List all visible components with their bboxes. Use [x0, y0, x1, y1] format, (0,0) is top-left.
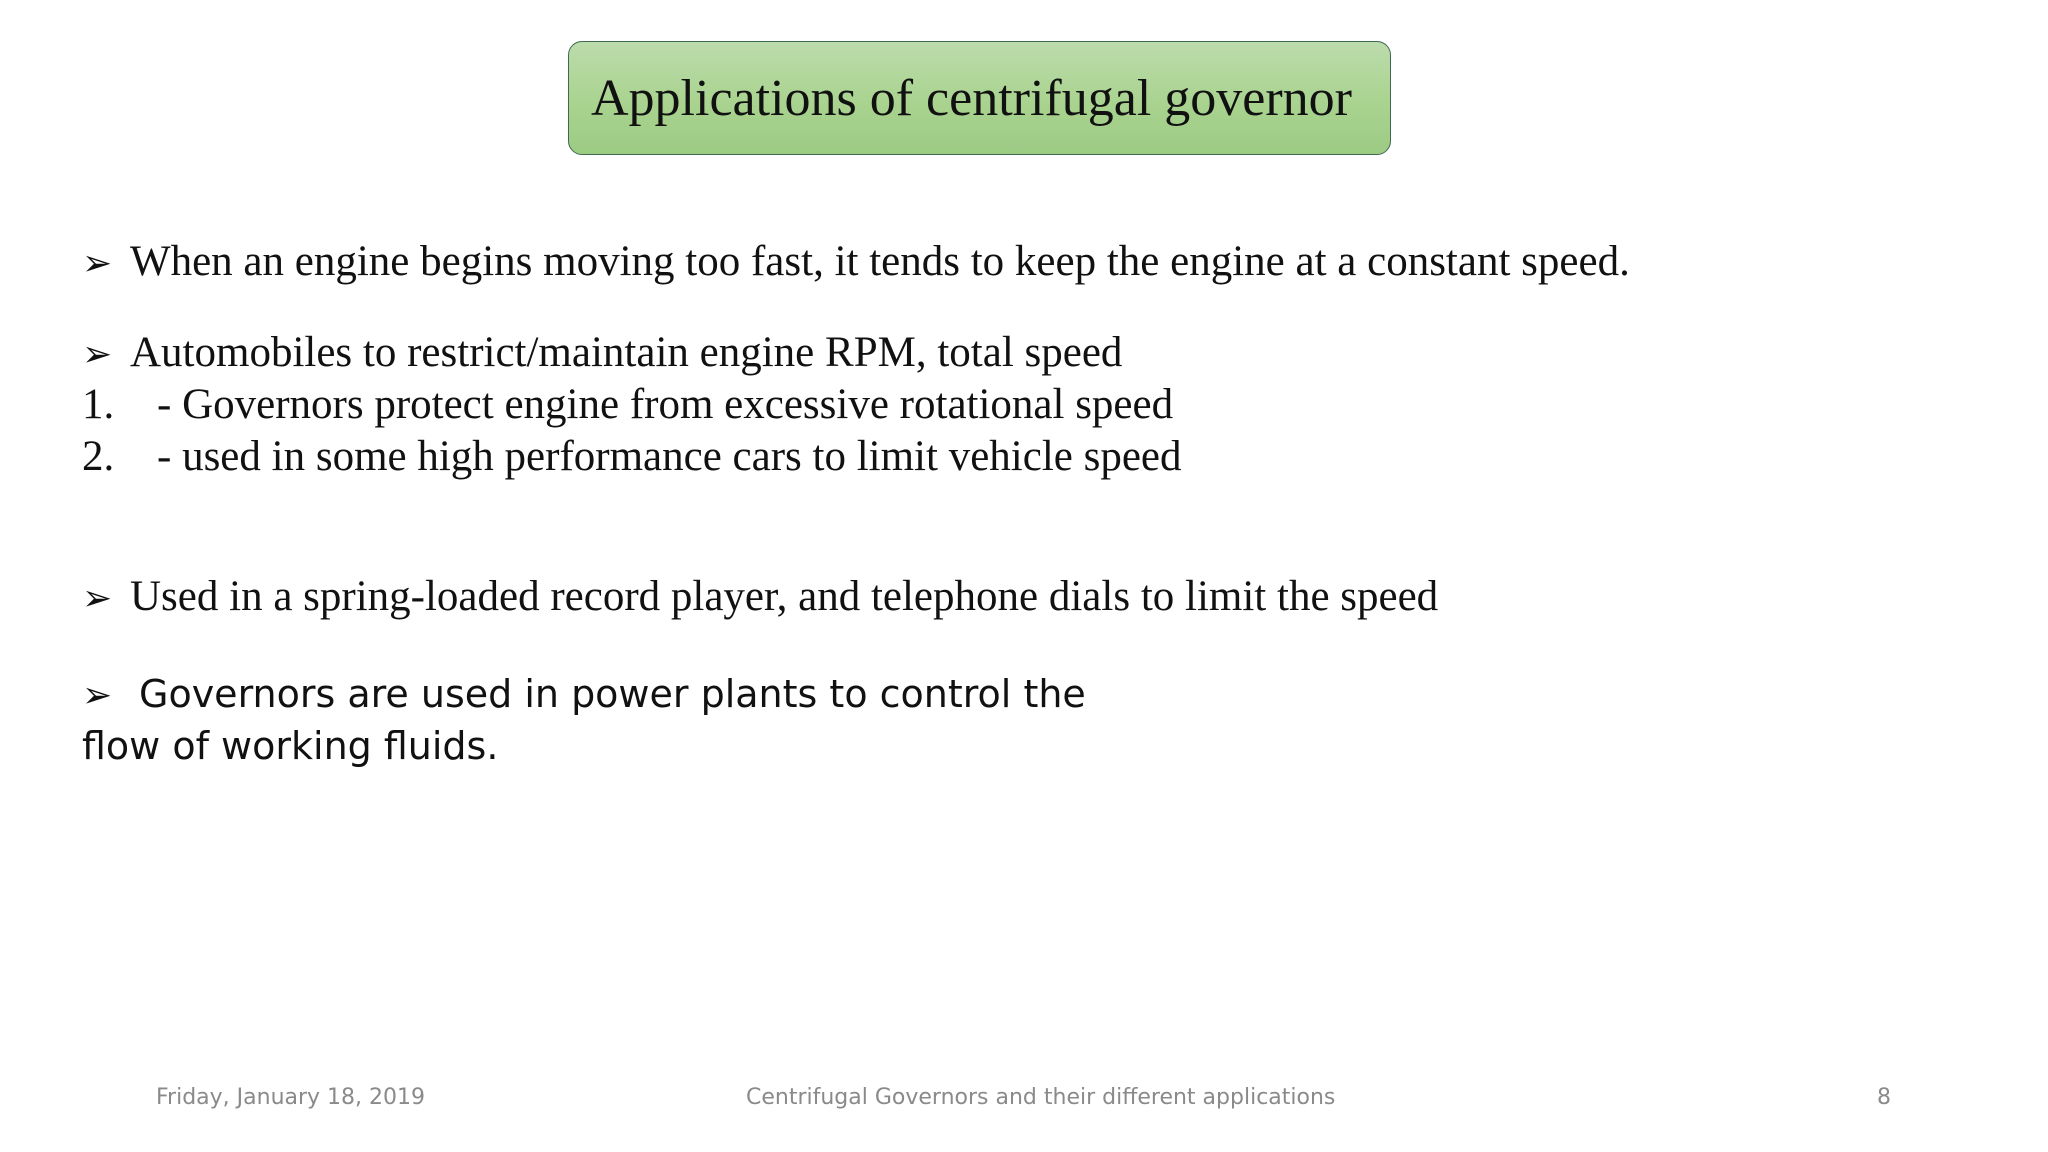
bullet-text-line-2: flow of working fluids.	[82, 724, 499, 768]
bullet-item-4	[82, 668, 1086, 722]
footer-page-number: 8	[1877, 1085, 1891, 1110]
arrow-bullet-icon: ➢	[82, 578, 113, 619]
bullet-text-line-1: Governors are used in power plants to control the	[139, 672, 1086, 716]
footer-title: Centrifugal Governors and their different applications	[746, 1085, 1336, 1110]
bullet-text: When an engine begins moving too fast, it tends to keep the engine at a constant speed.	[130, 238, 1630, 285]
slide-title: Applications of centrifugal governor	[591, 69, 1352, 127]
footer-date: Friday, January 18, 2019	[156, 1085, 426, 1110]
numbered-item-2	[82, 431, 1182, 483]
bullet-item-1	[82, 236, 1630, 290]
arrow-bullet-icon: ➢	[82, 243, 113, 284]
bullet-item-2	[82, 327, 1122, 381]
list-number: 1.	[82, 381, 115, 428]
numbered-text: - Governors protect engine from excessive rotational speed	[157, 381, 1174, 428]
bullet-item-3	[82, 571, 1438, 625]
bullet-item-4-continuation	[82, 720, 498, 772]
arrow-bullet-icon: ➢	[82, 334, 113, 375]
arrow-bullet-icon: ➢	[82, 675, 113, 716]
list-number: 2.	[82, 433, 115, 480]
bullet-text: Automobiles to restrict/maintain engine RPM, total speed	[130, 329, 1123, 376]
title-box	[568, 41, 1391, 155]
numbered-text: - used in some high performance cars to limit vehicle speed	[157, 433, 1182, 480]
numbered-item-1	[82, 379, 1173, 431]
bullet-text: Used in a spring-loaded record player, and telephone dials to limit the speed	[130, 573, 1439, 620]
